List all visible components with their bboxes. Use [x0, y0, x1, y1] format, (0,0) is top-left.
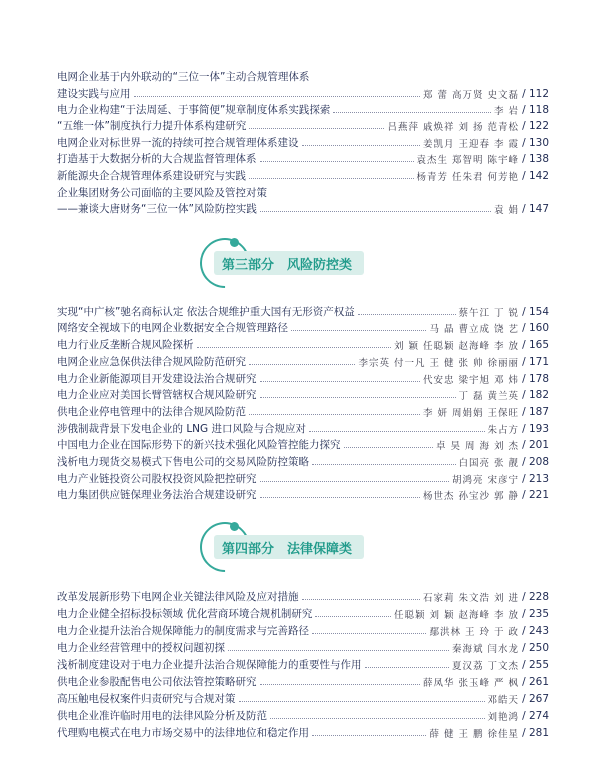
dot-leader	[260, 397, 456, 398]
toc-title: 电力产业链投资公司股权投资风险把控研究	[57, 473, 257, 485]
toc-title: 电力企业应对美国长臂管辖权合规风险研究	[57, 389, 257, 401]
toc-line[interactable]	[57, 184, 549, 201]
toc-title: 新能源央企合规管理体系建设研究与实践	[57, 170, 246, 182]
toc-page-number: / 235	[522, 607, 549, 620]
toc-title: 浅析制度建设对于电力企业提升法治合规保障能力的重要性与作用	[57, 659, 362, 671]
toc-page-number: / 112	[522, 87, 549, 100]
toc-title: 网络安全视域下的电网企业数据安全合规管理路径	[57, 322, 288, 334]
toc-title: 高压触电侵权案件归责研究与合规对策	[57, 693, 236, 705]
toc-line[interactable]	[57, 656, 549, 673]
toc-line[interactable]	[57, 690, 549, 707]
toc-page-number: / 142	[522, 169, 549, 182]
toc-authors: 刘 颖 任聪颖 赵海峰 李 放	[393, 340, 520, 352]
toc-page-number: / 281	[522, 726, 549, 739]
dot-leader	[239, 701, 485, 702]
toc-title: 电网企业应急保供法律合规风险防范研究	[57, 356, 246, 368]
toc-line[interactable]	[57, 200, 549, 217]
toc-title: 供电企业参股配售电公司依法管控策略研究	[57, 676, 257, 688]
toc-authors: 吕燕萍 戚焕祥 刘 扬 范青松	[387, 121, 520, 133]
section-heading-pill	[214, 535, 364, 559]
dot-leader	[309, 431, 485, 432]
toc-authors: 任聪颖 刘 颖 赵海峰 李 放	[393, 609, 520, 621]
toc-title: “五维一体”制度执行力提升体系构建研究	[57, 120, 247, 132]
dot-leader	[260, 161, 414, 162]
toc-title: 电网企业对标世界一流的持续可控合规管理体系建设	[57, 137, 299, 149]
toc-line[interactable]	[57, 403, 549, 420]
dot-leader	[260, 481, 450, 482]
toc-page-number: / 154	[522, 305, 549, 318]
dot-leader	[312, 464, 456, 465]
toc-authors: 鄢洪林 王 玲 于 政	[429, 626, 520, 638]
section-heading: 第四部分 法律保障类	[222, 541, 353, 557]
dot-leader	[134, 96, 421, 97]
toc-title: ——兼谈大唐财务“三位一体”风险防控实践	[57, 203, 257, 215]
toc-page-number: / 208	[522, 455, 549, 468]
dot-leader	[260, 211, 491, 212]
toc-authors: 薛凤华 张玉峰 严 枫	[423, 677, 520, 689]
toc-title: 电力企业提升法治合规保障能力的制度需求与完善路径	[57, 625, 309, 637]
toc-title: 供电企业停电管理中的法律合规风险防范	[57, 406, 246, 418]
toc-authors: 石家莉 朱文浩 刘 进	[423, 592, 520, 604]
toc-title: 打造基于大数据分析的大合规监督管理体系	[57, 153, 257, 165]
toc-page-number: / 182	[522, 388, 549, 401]
toc-line[interactable]	[57, 117, 549, 134]
dot-leader	[365, 667, 450, 668]
dot-leader	[333, 112, 491, 113]
dot-leader	[270, 718, 485, 719]
toc-authors: 胡鸿亮 宋彦宁	[452, 474, 520, 486]
dot-leader	[315, 616, 391, 617]
toc-authors: 朱占方	[487, 424, 520, 436]
toc-page-number: / 187	[522, 405, 549, 418]
toc-line[interactable]	[57, 150, 549, 167]
toc-line[interactable]	[57, 68, 549, 85]
toc-line[interactable]	[57, 353, 549, 370]
toc-page-number: / 213	[522, 472, 549, 485]
toc-line[interactable]	[57, 639, 549, 656]
toc-line[interactable]	[57, 167, 549, 184]
toc-page-number: / 147	[522, 202, 549, 215]
toc-page-number: / 201	[522, 438, 549, 451]
toc-line[interactable]	[57, 303, 549, 320]
toc-line[interactable]	[57, 588, 549, 605]
toc-title: 实现“中广核”驰名商标认定 依法合规维护重大国有无形资产权益	[57, 306, 355, 318]
toc-authors: 李 妍 周娟娟 王保旺	[423, 407, 520, 419]
toc-page-number: / 193	[522, 422, 549, 435]
toc-page-number: / 122	[522, 119, 549, 132]
toc-authors: 邓皓天	[487, 694, 520, 706]
toc-page-number: / 165	[522, 338, 549, 351]
toc-authors: 姜凯月 王迎春 李 霞	[423, 138, 520, 150]
banner-dot-icon	[230, 238, 239, 247]
dot-leader	[197, 347, 391, 348]
toc-page-number: / 118	[522, 103, 549, 116]
section-heading-pill	[214, 251, 364, 275]
toc-page-number: / 261	[522, 675, 549, 688]
toc-line[interactable]	[57, 420, 549, 437]
toc-line[interactable]	[57, 605, 549, 622]
toc-page-number: / 228	[522, 590, 549, 603]
toc-line[interactable]	[57, 436, 549, 453]
dot-leader	[260, 684, 421, 685]
section-banner-part3	[200, 238, 395, 288]
toc-page-number: / 250	[522, 641, 549, 654]
dot-leader	[260, 497, 421, 498]
dot-leader	[312, 735, 426, 736]
dot-leader	[358, 314, 456, 315]
toc-page-number: / 267	[522, 692, 549, 705]
toc-authors: 李 岩	[494, 105, 520, 117]
toc-page-number: / 160	[522, 321, 549, 334]
dot-leader	[249, 364, 355, 365]
toc-authors: 卓 昊 周 海 刘 杰	[435, 440, 520, 452]
toc-line[interactable]	[57, 486, 549, 503]
toc-page-number: / 171	[522, 355, 549, 368]
toc-title: 中国电力企业在国际形势下的新兴技术强化风险管控能力探究	[57, 439, 341, 451]
toc-title: 建设实践与应用	[57, 88, 131, 100]
dot-leader	[249, 128, 384, 129]
toc-title: 电力企业新能源项目开发建设法治合规研究	[57, 373, 257, 385]
toc-line[interactable]	[57, 470, 549, 487]
dot-leader	[344, 447, 433, 448]
toc-title: 代理购电模式在电力市场交易中的法律地位和稳定作用	[57, 727, 309, 739]
toc-title: 改革发展新形势下电网企业关键法律风险及应对措施	[57, 591, 299, 603]
toc-line[interactable]	[57, 101, 549, 118]
toc-page-number: / 243	[522, 624, 549, 637]
toc-authors: 李宗英 付一凡 王 健 张 帅 徐丽丽	[358, 357, 520, 369]
toc-authors: 袁杰生 郑智明 陈宇峰	[416, 154, 520, 166]
toc-title: 电力企业构建“于法周延、于事简便”规章制度体系实践探索	[57, 104, 331, 116]
dot-leader	[312, 633, 426, 634]
toc-title: 电网企业基于内外联动的“三位一体”主动合规管理体系	[57, 71, 310, 83]
banner-dot-icon	[230, 522, 239, 531]
toc-line[interactable]	[57, 134, 549, 151]
toc-title: 电力企业健全招标投标领域 优化营商环境合规机制研究	[57, 608, 313, 620]
section-banner-part4	[200, 522, 395, 572]
toc-authors: 薛 健 王 鹏 徐佳星	[429, 728, 520, 740]
toc-authors: 白国亮 张 靓	[458, 457, 520, 469]
toc-line[interactable]	[57, 453, 549, 470]
section-heading: 第三部分 风险防控类	[222, 257, 353, 273]
toc-title: 浅析电力现货交易模式下售电公司的交易风险防控策略	[57, 456, 309, 468]
toc-authors: 丁 磊 黄兰英	[458, 390, 520, 402]
toc-line[interactable]	[57, 336, 549, 353]
dot-leader	[302, 599, 421, 600]
dot-leader	[228, 650, 449, 651]
toc-line[interactable]	[57, 370, 549, 387]
toc-page-number: / 130	[522, 136, 549, 149]
toc-authors: 夏汉荔 丁文杰	[452, 660, 520, 672]
dot-leader	[291, 330, 426, 331]
toc-authors: 马 晶 曹立成 饶 艺	[429, 323, 520, 335]
toc-authors: 刘艳鸿	[487, 711, 520, 723]
toc-authors: 代安忠 梁宇旭 邓 炜	[423, 374, 520, 386]
toc-line[interactable]	[57, 707, 549, 724]
toc-authors: 蔡午江 丁 锐	[458, 307, 520, 319]
toc-line[interactable]	[57, 85, 549, 102]
toc-title: 电力企业经营管理中的授权问题初探	[57, 642, 225, 654]
toc-page-number: / 138	[522, 152, 549, 165]
toc-title: 涉俄制裁背景下发电企业的 LNG 进口风险与合规应对	[57, 423, 307, 435]
toc-authors: 郑 蕾 高万贤 史文磊	[423, 89, 520, 101]
dot-leader	[249, 178, 414, 179]
toc-page-number: / 255	[522, 658, 549, 671]
toc-line[interactable]	[57, 386, 549, 403]
toc-authors: 杨世杰 孙宝沙 郭 静	[423, 490, 520, 502]
dot-leader	[249, 414, 420, 415]
toc-title: 供电企业准许临时用电的法律风险分析及防范	[57, 710, 267, 722]
toc-title: 电力行业反垄断合规风险探析	[57, 339, 194, 351]
toc-line[interactable]	[57, 724, 549, 741]
toc-page-number: / 221	[522, 488, 549, 501]
toc-line[interactable]	[57, 622, 549, 639]
toc-authors: 秦海斌 闫水龙	[452, 643, 520, 655]
toc-authors: 杨青芳 任朱君 何芳艳	[416, 171, 520, 183]
toc-page-number: / 274	[522, 709, 549, 722]
toc-authors: 袁 娟	[494, 204, 520, 216]
toc-line[interactable]	[57, 319, 549, 336]
toc-title: 企业集团财务公司面临的主要风险及管控对策	[57, 187, 267, 199]
dot-leader	[260, 381, 421, 382]
toc-title: 电力集团供应链保理业务法治合规建设研究	[57, 489, 257, 501]
toc-line[interactable]	[57, 673, 549, 690]
dot-leader	[302, 145, 421, 146]
toc-page-number: / 178	[522, 372, 549, 385]
